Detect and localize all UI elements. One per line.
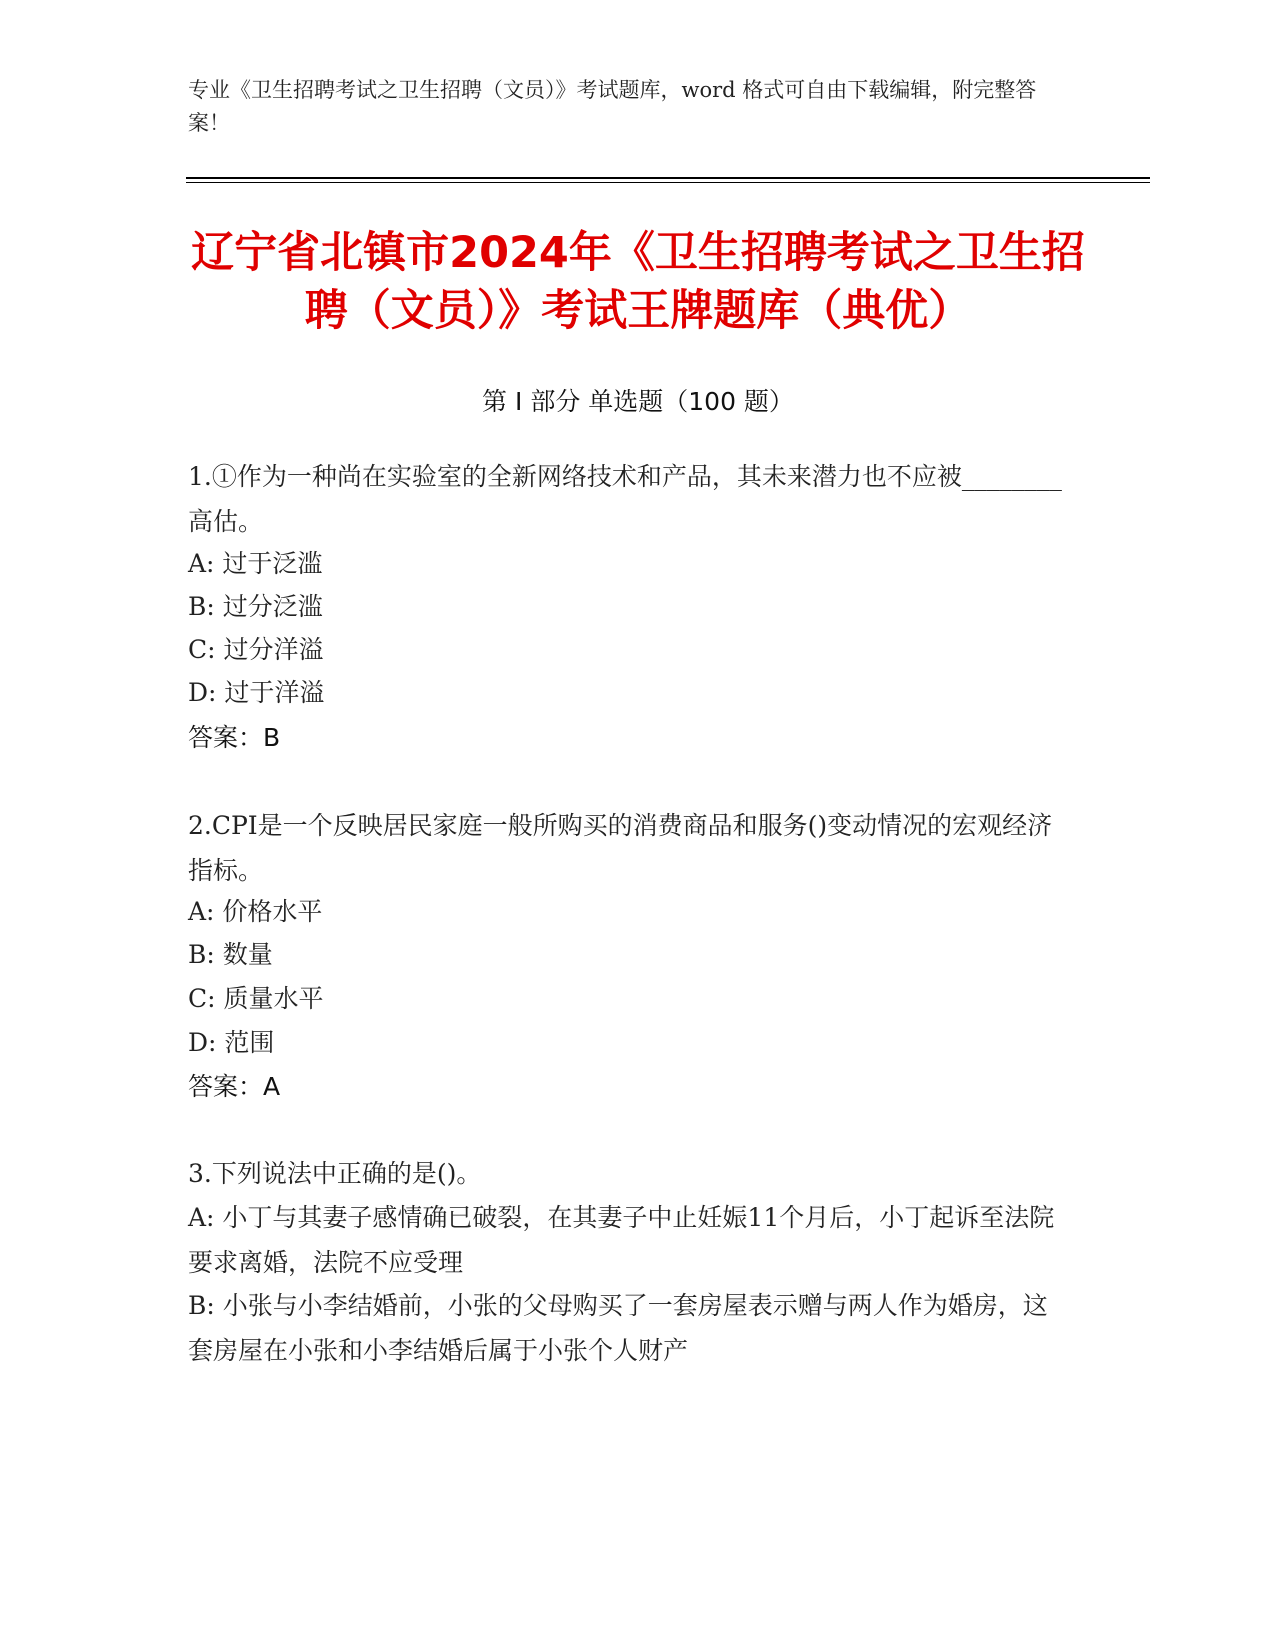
question-text: 2.CPI是一个反映居民家庭一般所购买的消费商品和服务()变动情况的宏观经济指标。 xyxy=(188,811,1053,885)
answer: 答案：B xyxy=(188,723,281,752)
option-c: C: 质量水平 xyxy=(188,984,324,1013)
document-title: 辽宁省北镇市2024年《卫生招聘考试之卫生招聘（文员）》考试王牌题库（典优） xyxy=(191,228,1085,336)
question-text: 1.①作为一种尚在实验室的全新网络技术和产品，其未来潜力也不应被________高估。 xyxy=(188,462,1062,536)
option-a: A: 价格水平 xyxy=(188,897,323,926)
option-b: B: 小张与小李结婚前，小张的父母购买了一套房屋表示赠与两人作为婚房，这套房屋在小张和小李结婚后属于小张个人财产 xyxy=(188,1291,1048,1365)
header-rule xyxy=(186,177,1150,179)
option-a: A: 过于泛滥 xyxy=(188,549,323,578)
section-title: 第 I 部分 单选题（100 题） xyxy=(482,387,794,416)
option-b: B: 过分泛滥 xyxy=(188,592,323,621)
option-d: D: 范围 xyxy=(188,1028,275,1057)
answer: 答案：A xyxy=(188,1072,281,1101)
header-note: 专业《卫生招聘考试之卫生招聘（文员）》考试题库，word 格式可自由下载编辑，附完整答案！ xyxy=(188,78,1037,135)
header-rule-thin xyxy=(186,182,1150,183)
question-text: 3.下列说法中正确的是()。 xyxy=(188,1159,482,1188)
option-a: A: 小丁与其妻子感情确已破裂，在其妻子中止妊娠11个月后，小丁起诉至法院要求离婚，法院不应受理 xyxy=(188,1203,1055,1277)
option-b: B: 数量 xyxy=(188,940,273,969)
option-c: C: 过分洋溢 xyxy=(188,635,324,664)
option-d: D: 过于洋溢 xyxy=(188,678,325,707)
